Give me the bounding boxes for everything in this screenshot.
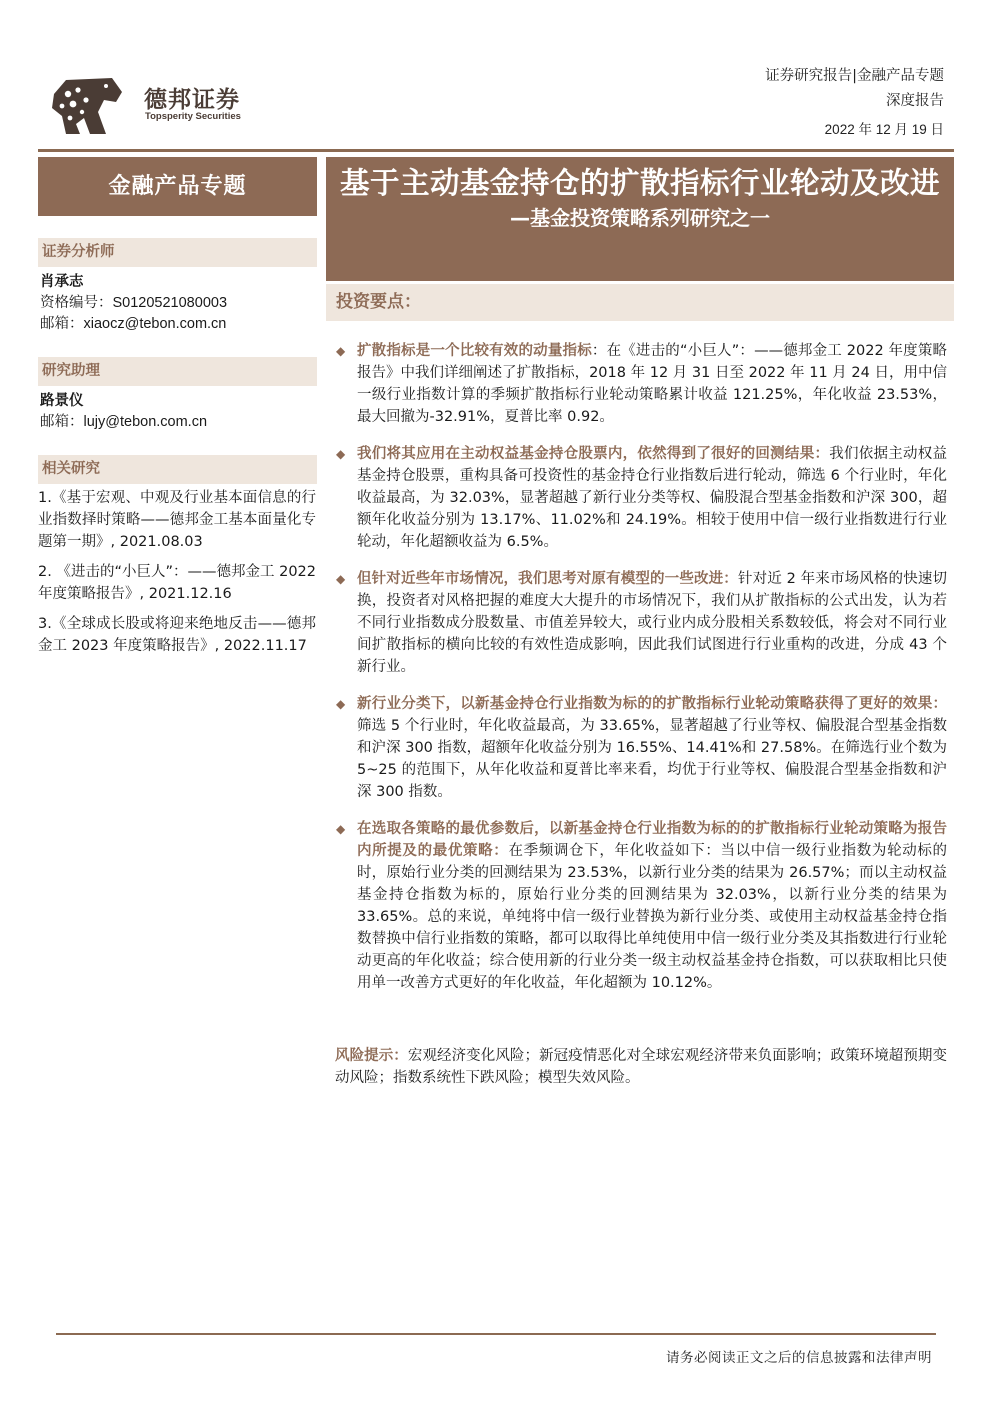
sub-title: —基金投资策略系列研究之一 <box>510 206 770 230</box>
footer-disclaimer: 请务必阅读正文之后的信息披露和法律声明 <box>666 1350 932 1366</box>
key-point <box>335 568 947 678</box>
related-item[interactable]: 2. 《进击的“小巨人”：——德邦金工 2022 年度策略报告》, 2021.12.16 <box>38 564 316 602</box>
key-point-body: 在季频调仓下，年化收益如下：当以中信一级行业指数为轮动标的时，原始行业分类的回测结果为 23.53%，以新行业分类的结果为 26.57%；而以主动权益基金持仓指数为标的，原始行业分类的回测结果为 32.03%，以新行业分类的结果为 33.65%。总的来说，单纯将中信一级行业替换为新行业分类、或使用主动权益基金持仓指数替换中信行业指数的策略，都可以取得比单纯使用中信一级行业分类及其指数进行行业轮动更高的年化收益；综合使用新的行业分类一级主动权益基金持仓指数，可以获取相比只使用单一改善方式更好的年化收益，年化超额为 10.12%。 <box>357 843 948 991</box>
key-points-heading: 投资要点： <box>326 284 954 321</box>
diamond-bullet-icon: ◆ <box>336 572 346 586</box>
key-point-lead: 新行业分类下，以新基金持仓行业指数为标的的扩散指标行业轮动策略获得了更好的效果： <box>357 696 947 712</box>
key-point-body: 我们依据主动权益基金持仓股票，重构具备可投资性的基金持仓行业指数后进行轮动，筛选 6 个行业时，年化收益最高，为 32.03%，显著超越了新行业分类等权、偏股混合型基金指数和沪深 300，超额年化收益分别为 13.17%、11.02%和 24.19%。相较于使用中信一级行业指数进行行业轮动，年化超额收益为 6.5%。 <box>357 446 947 550</box>
key-point-body: 针对近 2 年来市场风格的快速切换，投资者对风格把握的难度大大提升的市场情况下，我们从扩散指标的公式出发，认为若不同行业指数成分股数量、市值差异较大，或行业内成分股相关系数较低，将会对不同行业间扩散指标的横向比较的有效性造成影响，因此我们试图进行行业重构的改进，分成 43 个新行业。 <box>357 571 947 675</box>
key-point-lead: 在选取各策略的最优参数后，以新基金持仓行业指数为标的的扩散指标行业轮动策略为报告内所提及的最优策略： <box>357 821 947 859</box>
diamond-bullet-icon: ◆ <box>336 697 346 711</box>
analyst-name: 肖承志 <box>40 274 84 290</box>
analyst-heading: 证券分析师 <box>38 238 317 267</box>
diamond-bullet-icon: ◆ <box>336 447 346 461</box>
assistant-email[interactable]: 邮箱：lujy@tebon.com.cn <box>40 414 208 430</box>
report-depth: 深度报告 <box>886 93 944 109</box>
risk-body: 宏观经济变化风险；新冠疫情恶化对全球宏观经济带来负面影响；政策环境超预期变动风险；指数系统性下跌风险；模型失效风险。 <box>335 1048 948 1086</box>
brand-logo <box>46 72 256 142</box>
assistant-heading: 研究助理 <box>38 357 317 386</box>
related-item[interactable]: 1.《基于宏观、中观及行业基本面信息的行业指数择时策略——德邦金工基本面量化专题第一期》, 2021.08.03 <box>38 490 316 550</box>
main-title: 基于主动基金持仓的扩散指标行业轮动及改进 <box>339 166 940 200</box>
assistant-info <box>40 391 316 433</box>
analyst-email[interactable]: 邮箱：xiaocz@tebon.com.cn <box>40 316 227 332</box>
key-point-body: ：在《进击的“小巨人”：——德邦金工 2022 年度策略报告》中我们详细阐述了扩散指标，2018 年 12 月 31 日至 2022 年 11 月 24 日，用中信一级行业指数计算的季频扩散指标行业轮动策略累计收益 121.25%，年化收益 23.53%，最大回撤为-32.91%，夏普比率 0.92。 <box>357 343 947 425</box>
risk-lead: 风险提示： <box>335 1048 408 1064</box>
diamond-bullet-icon: ◆ <box>336 822 346 836</box>
leopard-logo-icon <box>46 72 124 140</box>
key-point-lead: 但针对近些年市场情况，我们思考对原有模型的一些改进： <box>357 571 738 587</box>
analyst-info <box>40 272 316 335</box>
key-point <box>335 693 947 803</box>
report-date: 2022 年 12 月 19 日 <box>824 122 944 137</box>
sidebar-category: 金融产品专题 <box>38 157 317 216</box>
brand-name-cn: 德邦证券 <box>144 87 240 113</box>
key-point <box>335 818 947 994</box>
risk-warning <box>335 1045 947 1089</box>
assistant-name: 路景仪 <box>40 393 84 409</box>
header-divider <box>38 149 954 152</box>
footer-divider <box>56 1333 936 1335</box>
report-header-meta <box>765 64 944 142</box>
key-point <box>335 340 947 428</box>
key-point-lead: 我们将其应用在主动权益基金持仓股票内，依然得到了很好的回测结果： <box>357 446 830 462</box>
related-heading: 相关研究 <box>38 455 317 484</box>
related-research-list <box>38 487 316 665</box>
key-point <box>335 443 947 553</box>
analyst-cert: 资格编号：S0120521080003 <box>40 295 228 311</box>
key-point-body: 筛选 5 个行业时，年化收益最高，为 33.65%，显著超越了行业等权、偏股混合型基金指数和沪深 300 指数，超额年化收益分别为 16.55%、14.41%和 27.58%。在筛选行业个数为 5~25 的范围下，从年化收益和夏普比率来看，均优于行业等权、偏股混合型基金指数和沪深 300 指数。 <box>357 718 947 800</box>
title-banner <box>326 157 954 281</box>
brand-name-en: Topsperity Securities <box>145 111 241 122</box>
report-type: 证券研究报告|金融产品专题 <box>765 68 944 84</box>
key-points-list <box>335 340 947 1009</box>
related-item[interactable]: 3.《全球成长股或将迎来绝地反击——德邦金工 2023 年度策略报告》, 2022.11.17 <box>38 616 316 654</box>
key-point-lead: 扩散指标是一个比较有效的动量指标 <box>357 343 592 359</box>
diamond-bullet-icon: ◆ <box>336 344 346 358</box>
